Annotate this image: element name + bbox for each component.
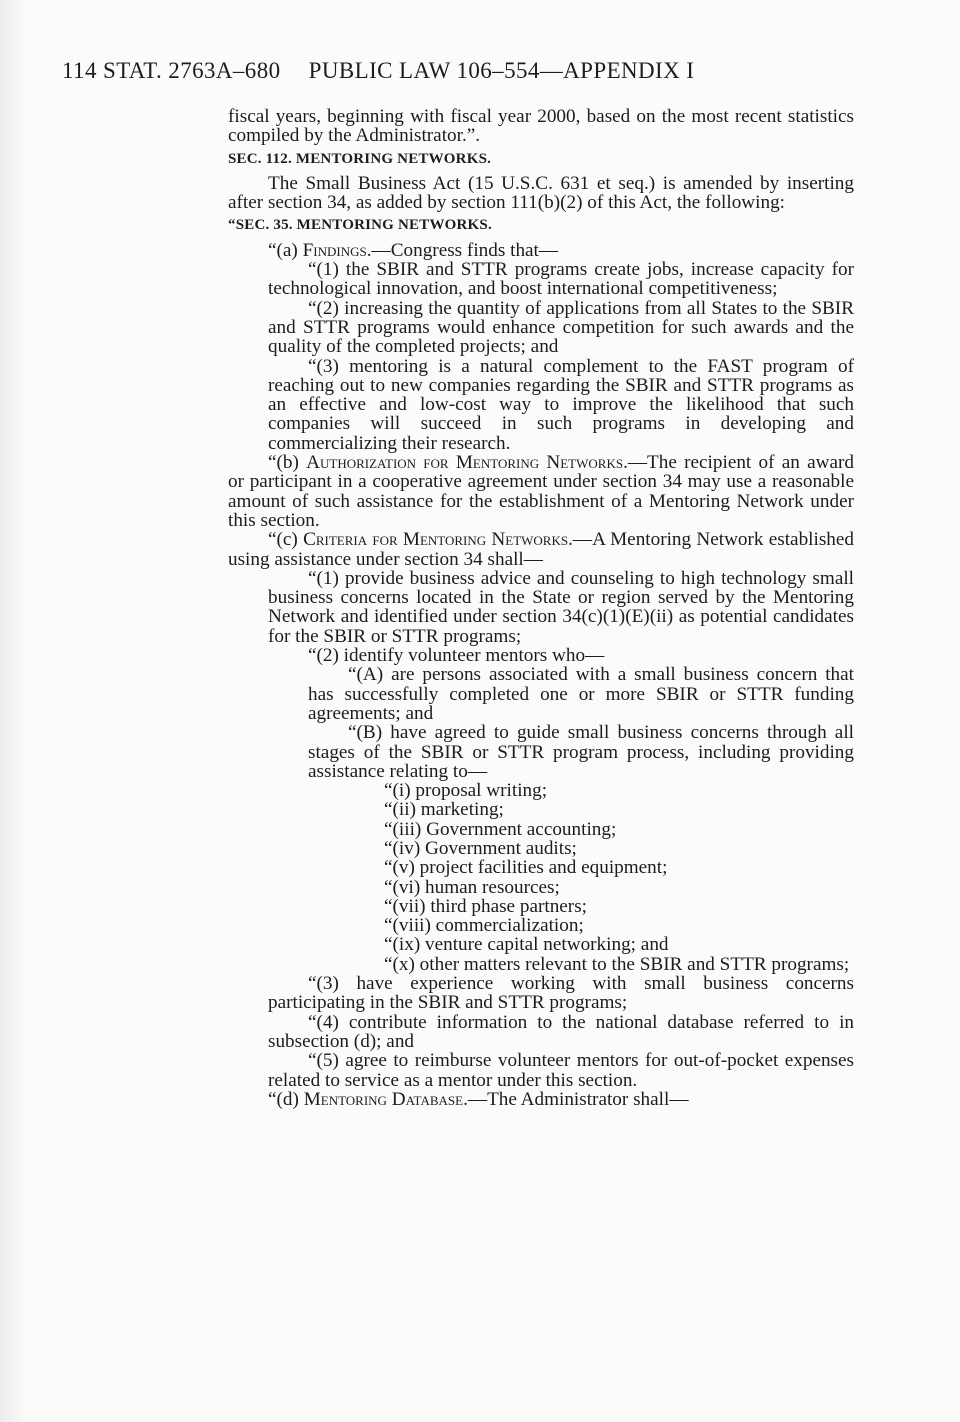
clause-vii: “(vii) third phase partners; bbox=[384, 895, 587, 917]
subsection-b-text: .—The recipient of an award or participant in a cooperative agreement under section 34 may use a reasonable amount of such assistance for the establishment of a Mentoring Network under this section. bbox=[228, 452, 854, 531]
criteria-1: “(1) provide business advice and counseling to high technology small business concerns located in the State or region served by the Mentoring Network and identified under section 34(c)(1)(E)(ii) as potential candidates for the SBIR or STTR programs; bbox=[268, 567, 854, 647]
continuation-paragraph: fiscal years, beginning with fiscal year 2000, based on the most recent statistics compiled by the Administrator.”. bbox=[228, 106, 854, 147]
subsection-d-open: “(d) bbox=[268, 1088, 304, 1110]
statute-citation: 114 STAT. 2763A–680 bbox=[62, 58, 281, 83]
finding-2: “(2) increasing the quantity of applications from all States to the SBIR and STTR programs would enhance competition for such awards and the quality of the completed projects; and bbox=[268, 297, 854, 358]
clause-ix: “(ix) venture capital networking; and bbox=[384, 934, 669, 956]
subsection-b bbox=[228, 453, 854, 530]
subsection-c-title: Criteria for Mentoring Networks bbox=[303, 529, 569, 551]
subsection-a-text: .—Congress finds that— bbox=[366, 239, 559, 261]
subsection-a-title: Findings bbox=[302, 239, 367, 261]
clause-i: “(i) proposal writing; bbox=[384, 780, 548, 802]
section-35-heading: “SEC. 35. MENTORING NETWORKS. bbox=[228, 217, 492, 234]
clause-vi: “(vi) human resources; bbox=[384, 876, 560, 898]
finding-3: “(3) mentoring is a natural complement to the FAST program of reaching out to new companies regarding the SBIR and STTR programs as an effective and low-cost way to improve the likelihood that such companies will succeed in such programs in developing and commercializing their research. bbox=[268, 355, 854, 454]
section-112-intro: The Small Business Act (15 U.S.C. 631 et seq.) is amended by inserting after section 34, as added by section 111(b)(2) of this Act, the following: bbox=[228, 172, 854, 214]
subsection-a-open: “(a) bbox=[268, 239, 303, 261]
subsection-b-open: “(b) bbox=[268, 452, 307, 474]
finding-1: “(1) the SBIR and STTR programs create jobs, increase capacity for technological innovation, and boost international competitiveness; bbox=[268, 259, 854, 300]
law-title: PUBLIC LAW 106–554—APPENDIX I bbox=[308, 58, 695, 83]
clause-viii: “(viii) commercialization; bbox=[384, 915, 584, 937]
subsection-a-heading bbox=[228, 241, 854, 260]
criteria-2: “(2) identify volunteer mentors who— bbox=[308, 645, 605, 667]
clause-iv: “(iv) Government audits; bbox=[384, 837, 577, 859]
subsection-c-text: .—A Mentoring Network established using assistance under section 34 shall— bbox=[228, 529, 854, 570]
clause-iii: “(iii) Government accounting; bbox=[384, 818, 617, 840]
criteria-2-a: “(A) are persons associated with a small business concern that has successfully completed one or more SBIR or STTR funding agreements; and bbox=[308, 664, 854, 724]
subsection-d-text: .—The Administrator shall— bbox=[463, 1088, 689, 1110]
subsection-d bbox=[228, 1090, 854, 1109]
subsection-d-title: Mentoring Database bbox=[303, 1088, 464, 1110]
page-header bbox=[62, 58, 716, 84]
section-112-heading: SEC. 112. MENTORING NETWORKS. bbox=[228, 150, 492, 167]
criteria-3: “(3) have experience working with small business concerns participating in the SBIR and STTR programs; bbox=[268, 973, 854, 1014]
criteria-4: “(4) contribute information to the national database referred to in subsection (d); and bbox=[268, 1011, 854, 1052]
clause-ii: “(ii) marketing; bbox=[384, 799, 504, 821]
subsection-c-open: “(c) bbox=[268, 529, 304, 551]
criteria-2-b: “(B) have agreed to guide small business concerns through all stages of the SBIR or STTR program process, including providing assistance relating to— bbox=[308, 722, 854, 782]
subsection-b-title: Authorization for Mentoring Networks bbox=[306, 452, 624, 474]
clause-v: “(v) project facilities and equipment; bbox=[384, 857, 668, 879]
criteria-5: “(5) agree to reimburse volunteer mentors for out-of-pocket expenses related to service as a mentor under this section. bbox=[268, 1050, 854, 1091]
clause-x: “(x) other matters relevant to the SBIR and STTR programs; bbox=[384, 953, 850, 975]
document-body bbox=[228, 107, 854, 1109]
subsection-c bbox=[228, 530, 854, 569]
